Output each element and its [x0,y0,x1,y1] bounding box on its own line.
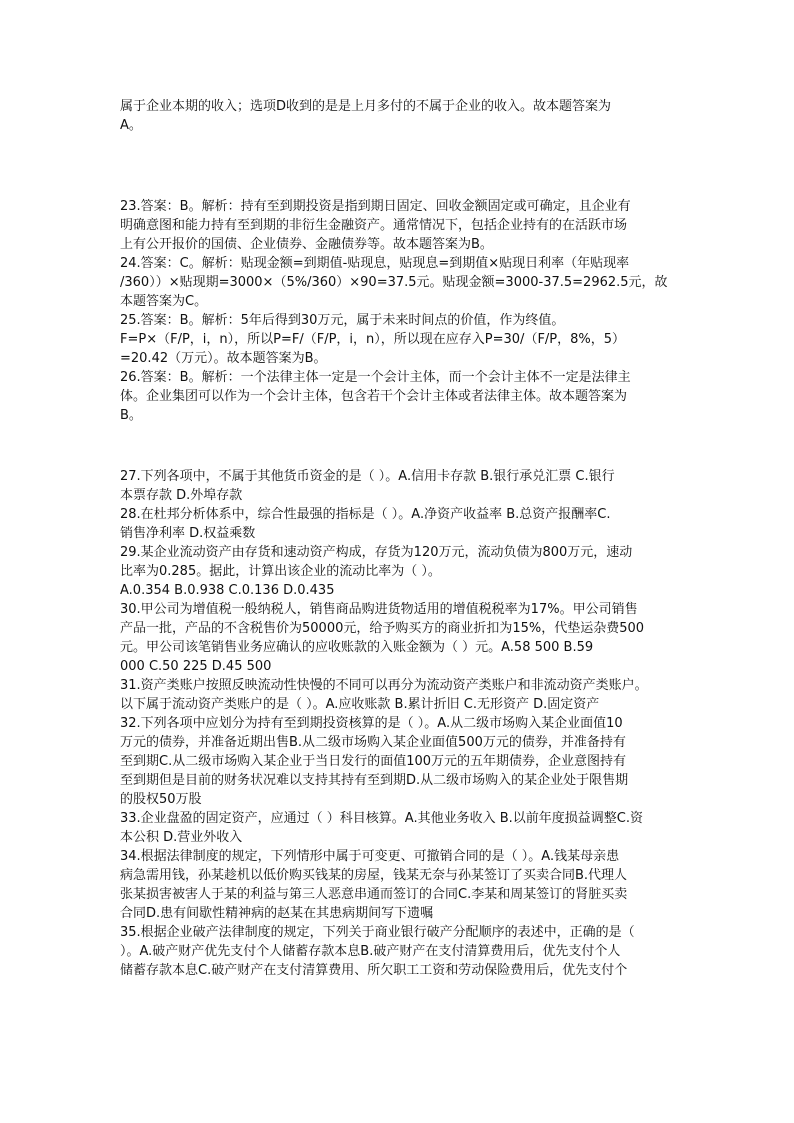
text-line: 至到期但是目前的财务状况难以支持其持有至到期D.从二级市场购入的某企业处于限售期 [120,773,629,788]
text-line: 25.答案：B。解析：5年后得到30万元，属于未来时间点的价值，作为终值。 [120,313,565,328]
text-line: 000 C.50 225 D.45 500 [120,659,272,674]
text-line: 33.企业盘盈的固定资产，应通过（ ）科目核算。A.其他业务收入 B.以前年度损益调整C.资 [120,811,643,826]
text-line: 储蓄存款本息C.破产财产在支付清算费用、所欠职工工资和劳动保险费用后，优先支付个 [120,963,628,978]
text-block [120,467,700,980]
text-line: 28.在杜邦分析体系中，综合性最强的指标是（ ）。A.净资产收益率 B.总资产报酬率C. [120,507,611,522]
text-block [120,197,700,425]
text-line: 张某损害被害人于某的利益与第三人恶意串通而签订的合同C.李某和周某签订的肾脏买卖 [120,887,628,902]
text-line: ）。A.破产财产优先支付个人储蓄存款本息B.破产财产在支付清算费用后，优先支付个人 [120,944,621,959]
text-line: 销售净利率 D.权益乘数 [120,526,256,541]
text-line: 比率为0.285。据此，计算出该企业的流动比率为（ ）。 [120,564,441,579]
text-line: F=P×（F/P，i，n），所以P=F/（F/P，i，n），所以现在应存入P=30/（F/P，8%，5） [120,332,626,347]
text-line: 31.资产类账户按照反映流动性快慢的不同可以再分为流动资产类账户和非流动资产类账户。 [120,678,648,693]
text-line: 体。企业集团可以作为一个会计主体，包含若干个会计主体或者法律主体。故本题答案为 [120,389,628,404]
text-line: 26.答案：B。解析：一个法律主体一定是一个会计主体，而一个会计主体不一定是法律主 [120,370,631,385]
text-line: 病急需用钱，孙某趁机以低价购买钱某的房屋，钱某无奈与孙某签订了买卖合同B.代理人 [120,868,628,883]
text-line: 29.某企业流动资产由存货和速动资产构成，存货为120万元，流动负债为800万元，速动 [120,545,633,560]
text-line: 30.甲公司为增值税一般纳税人，销售商品购进货物适用的增值税税率为17%。甲公司销售 [120,602,638,617]
text-line: 23.答案：B。解析：持有至到期投资是指到期日固定、回收金额固定或可确定，且企业有 [120,199,631,214]
text-line: 24.答案：C。解析：贴现金额=到期值-贴现息，贴现息=到期值×贴现日利率（年贴现率 [120,256,630,271]
text-line: 34.根据法律制度的规定，下列情形中属于可变更、可撤销合同的是（ ）。A.钱某母亲患 [120,849,620,864]
text-line: 32.下列各项中应划分为持有至到期投资核算的是（ ）。A.从二级市场购入某企业面值10 [120,716,623,731]
text-line: 本票存款 D.外埠存款 [120,488,243,503]
text-line: 上有公开报价的国债、企业债券、金融债券等。故本题答案为B。 [120,237,493,252]
text-line: /360））×贴现期=3000×（5%/360）×90=37.5元。贴现金额=3000-37.5=2962.5元，故 [120,275,668,290]
text-line: 属于企业本期的收入；选项D收到的是是上月多付的不属于企业的收入。故本题答案为 [120,99,612,114]
text-line: 至到期C.从二级市场购入某企业于当日发行的面值100万元的五年期债券，企业意图持有 [120,754,627,769]
text-line: 产品一批，产品的不含税售价为50000元，给予购买方的商业折扣为15%，代垫运杂费500 [120,621,645,636]
text-line: 万元的债券，并准备近期出售B.从二级市场购入某企业面值500万元的债券，并准备持有 [120,735,626,750]
text-line: B。 [120,408,142,423]
text-line: 的股权50万股 [120,792,202,807]
text-line: 35.根据企业破产法律制度的规定，下列关于商业银行破产分配顺序的表述中，正确的是（ [120,925,635,940]
text-line: 以下属于流动资产类账户的是（ ）。A.应收账款 B.累计折旧 C.无形资产 D.固定资产 [120,697,600,712]
text-line: A。 [120,118,142,133]
text-block [120,97,700,135]
text-line: 合同D.患有间歇性精神病的赵某在其患病期间写下遗嘱 [120,906,434,921]
text-line: 27.下列各项中，不属于其他货币资金的是（ ）。A.信用卡存款 B.银行承兑汇票 C.银行 [120,469,615,484]
text-line: 明确意图和能力持有至到期的非衍生金融资产。通常情况下，包括企业持有的在活跃市场 [120,218,628,233]
text-line: A.0.354 B.0.938 C.0.136 D.0.435 [120,583,335,598]
text-line: =20.42（万元）。故本题答案为B。 [120,351,327,366]
text-line: 本公积 D.营业外收入 [120,830,243,845]
text-line: 本题答案为C。 [120,294,208,309]
text-line: 元。甲公司该笔销售业务应确认的应收账款的入账金额为（ ）元。A.58 500 B.59 [120,640,594,655]
